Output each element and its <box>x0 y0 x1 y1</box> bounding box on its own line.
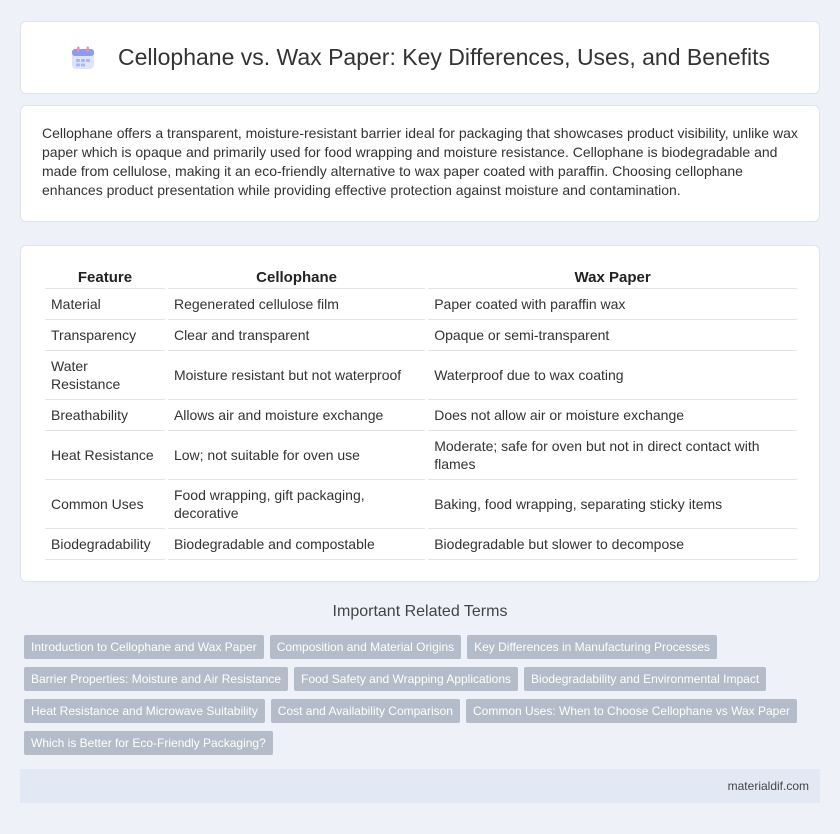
table-row <box>45 431 797 480</box>
row-cellophane: Regenerated cellulose film <box>168 289 425 320</box>
row-wax-paper: Baking, food wrapping, separating sticky items <box>428 480 797 529</box>
header-wax-paper: Wax Paper <box>428 266 797 289</box>
title-wrap <box>70 44 770 71</box>
row-wax-paper: Paper coated with paraffin wax <box>428 289 797 320</box>
row-wax-paper: Moderate; safe for oven but not in direct contact with flames <box>428 431 797 480</box>
row-cellophane: Clear and transparent <box>168 320 425 351</box>
related-term-tag[interactable]: Introduction to Cellophane and Wax Paper <box>24 635 264 659</box>
related-terms-section <box>20 603 820 621</box>
calendar-icon <box>70 45 96 71</box>
related-term-tag[interactable]: Cost and Availability Comparison <box>271 699 460 723</box>
row-feature: Water Resistance <box>45 351 165 400</box>
row-wax-paper: Opaque or semi-transparent <box>428 320 797 351</box>
page-title: Cellophane vs. Wax Paper: Key Differences, Uses, and Benefits <box>118 44 770 70</box>
related-terms-tags <box>24 635 814 755</box>
related-term-tag[interactable]: Key Differences in Manufacturing Processes <box>467 635 717 659</box>
row-feature: Biodegradability <box>45 529 165 560</box>
row-feature: Breathability <box>45 400 165 431</box>
related-term-tag[interactable]: Barrier Properties: Moisture and Air Resistance <box>24 667 288 691</box>
related-term-tag[interactable]: Common Uses: When to Choose Cellophane vs Wax Paper <box>466 699 797 723</box>
intro-paragraph: Cellophane offers a transparent, moisture-resistant barrier ideal for packaging that showcases product visibility, unlike wax paper which is opaque and primarily used for food wrapping and moisture resistance. Cellophane is biodegradable and made from cellulose, making it an eco-friendly alternative to wax paper coated with paraffin. Choosing cellophane enhances product presentation while providing effective protection against moisture and contamination. <box>42 125 798 198</box>
related-term-tag[interactable]: Heat Resistance and Microwave Suitability <box>24 699 265 723</box>
comparison-table-card <box>20 245 820 582</box>
row-feature: Common Uses <box>45 480 165 529</box>
row-cellophane: Food wrapping, gift packaging, decorative <box>168 480 425 529</box>
related-term-tag[interactable]: Food Safety and Wrapping Applications <box>294 667 518 691</box>
row-cellophane: Biodegradable and compostable <box>168 529 425 560</box>
row-wax-paper: Does not allow air or moisture exchange <box>428 400 797 431</box>
related-term-tag[interactable]: Which is Better for Eco-Friendly Packaging? <box>24 731 273 755</box>
footer <box>20 769 820 803</box>
header-feature: Feature <box>45 266 165 289</box>
header-cellophane: Cellophane <box>168 266 425 289</box>
row-feature: Transparency <box>45 320 165 351</box>
row-cellophane: Low; not suitable for oven use <box>168 431 425 480</box>
related-term-tag[interactable]: Biodegradability and Environmental Impact <box>524 667 766 691</box>
table-row <box>45 529 797 560</box>
related-term-tag[interactable]: Composition and Material Origins <box>270 635 461 659</box>
row-cellophane: Allows air and moisture exchange <box>168 400 425 431</box>
header-card <box>20 21 820 94</box>
row-feature: Material <box>45 289 165 320</box>
row-wax-paper: Waterproof due to wax coating <box>428 351 797 400</box>
row-feature: Heat Resistance <box>45 431 165 480</box>
footer-site-name[interactable]: materialdif.com <box>727 779 809 793</box>
table-row <box>45 320 797 351</box>
row-wax-paper: Biodegradable but slower to decompose <box>428 529 797 560</box>
table-row <box>45 400 797 431</box>
comparison-table <box>42 266 800 560</box>
table-row <box>45 351 797 400</box>
table-row <box>45 480 797 529</box>
row-cellophane: Moisture resistant but not waterproof <box>168 351 425 400</box>
related-terms-title: Important Related Terms <box>332 603 508 620</box>
table-header-row <box>45 266 797 289</box>
intro-card <box>20 105 820 222</box>
table-row <box>45 289 797 320</box>
